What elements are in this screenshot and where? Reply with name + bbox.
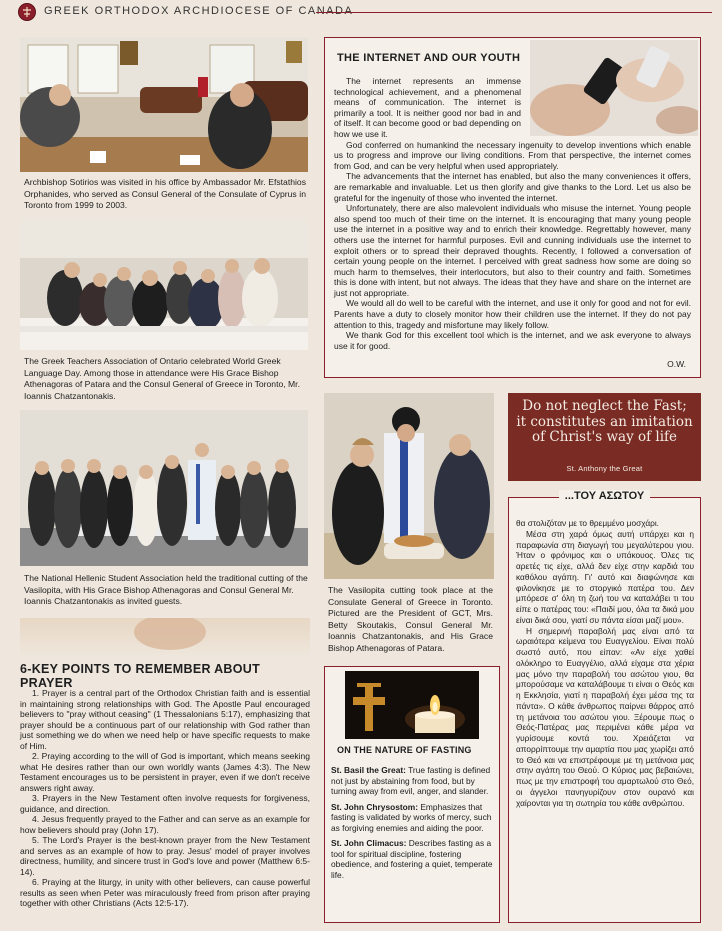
internet-paragraph: Unfortunately, there are also malevolent individuals who misuse the internet. Young people also spend too much of their time on the internet. It is encouraging that many young people use the internet in a positive way and to enrich their knowledge. Regrettably however, many others use the internet for harmful purposes. Evil and cunning individuals use the internet to exploit others or to spread their depraved thoughts. Recently, I followed a conversation of certain young people on the internet. I perceived with great sadness how some are doing so much harm to themselves, their interlocutors, but also to their country and faith. Sometimes this is done with intent, but not always. The ideas that they have and share on the internet are just not appropriate.: [334, 203, 691, 298]
page-header-title: GREEK ORTHODOX ARCHDIOCESE OF CANADA: [44, 5, 354, 17]
asotou-paragraph: θα στολιζόταν με το θρεμμένο μοσχάρι.: [516, 518, 659, 528]
prayer-point: 3. Prayers in the New Testament often involve requests for forgiveness, guidance, and direction.: [20, 793, 310, 814]
caption-office-visit: Archbishop Sotirios was visited in his office by Ambassador Mr. Efstathios Orphanides, who served as Consul General of the Consulate of Cyprus in Toronto from 1999 to 2003.: [24, 177, 306, 210]
fasting-quote: [508, 393, 701, 481]
asotou-paragraph: Μέσα στη χαρά όμως αυτή υπάρχει και η παραφωνία στη διαγωγή του μεγαλύτερου γιου. Ήταν ο φρόνιμος και ο υπάκουος. Όλες τις αρετές τις είχε, αλλά δεν είχε στην καρδιά του καθόλου αγάπη. Γι' αυτό και διαφώνησε και φιλονίκησε με το στοργικό πατέρα του. Δεν μπόρεσε σ' όλη τη ζωή του να καταλάβει τι του είπε ο πατέρας του: «Παιδί μου, όλα τα δικά μου είναι δικά σου, γιατί συ πάντα είσαι μαζί μου».: [516, 528, 694, 625]
photo-office-visit: [20, 37, 308, 172]
internet-paragraph: God conferred on humankind the necessary ingenuity to develop inventions which enable us to progress and improve our living conditions. From that perspective, the internet comes from God, and can be very helpful when used appropriately.: [334, 139, 691, 171]
prayer-point: 1. Prayer is a central part of the Orthodox Christian faith and is essential in maintaining strong relationships with God. The Apostle Paul encouraged believers to "pray without ceasing" (1 Thessalonians 5:17), emphasizing that prayer should be a continuous part of our relationship with God rather than just something we do when we need help or have specific requests to make of Him.: [20, 688, 310, 751]
cross-candle-image: [345, 671, 479, 739]
asotou-title: ...ΤΟΥ ΑΣΩΤΟΥ: [509, 490, 700, 502]
asotou-paragraph: Η σημερινή παραβολή μας είναι από τα ωραιότερα κείμενα του Ευαγγελίου. Είναι πολύ σωστό αυτό, που είπαν: «Αν είχε χαθεί ολόκληρο το Ευαγγέλιο, αλλά είχαμε στα χέρια μας μόνο την παραβολή του ασώτου γιου, θα μπορούσαμε να καταλάβουμε τι είναι ο Θεός και η Εκκλησία, γιατί η παραβολή έχει μέσα της τα πάντα». Ο κάθε άνθρωπος παίρνει θάρρος από τη μετάνοια του ασώτου γιου. Ξέρουμε πως ο Θεός-Πατέρας μας περιμένει κάθε μέρα να γυρίσουμε κοντά του. Χρειάζεται να απορρίπτουμε την αμαρτία που μας χωρίζει από το Θεό και να επιστρέφουμε με τη μετάνοια μας στην αγάπη του Θεού. Ο Κύριος μας βεβαιώνει, πως με την επιστροφή του αμαρτωλού στο Θεό, οι άγγελοι πανηγυρίζουν στον ουρανό και χαίρονται για τη σωτηρία του κάθε ανθρώπου.: [516, 625, 694, 808]
fasting-body: [331, 765, 493, 885]
asotou-article: [508, 490, 701, 923]
prayer-section: [20, 618, 310, 923]
prayer-points: [20, 688, 310, 909]
internet-body: [334, 76, 691, 351]
internet-article: [324, 37, 701, 378]
fasting-box: [324, 666, 500, 923]
asotou-body: [516, 518, 694, 808]
page-header: [0, 0, 722, 24]
fasting-saint-text: True fasting is defined not just by abstaining from food, but by turning away from evil, anger, and slander.: [331, 765, 491, 796]
archdiocese-logo-icon: [18, 3, 36, 21]
prayer-point: 2. Praying according to the will of God is important, which means seeking what He desires rather than our own worldly wants (James 4:3). The New Testament encourages us to be persistent in prayer, even if we don't receive answers right away.: [20, 751, 310, 793]
fasting-item: [331, 802, 493, 834]
fasting-saint-name: St. Basil the Great:: [331, 765, 406, 775]
praying-hands-image: [20, 618, 310, 658]
photo-teachers-association: [20, 218, 308, 350]
fasting-saint-text: Describes fasting as a tool for spiritual discipline, fostering obedience, and fostering a quiet, temperate life.: [331, 838, 493, 880]
internet-title: THE INTERNET AND OUR YOUTH: [337, 52, 521, 64]
prayer-point: 4. Jesus frequently prayed to the Father and can serve as an example for how believers should pray (John 17).: [20, 814, 310, 835]
fasting-item: [331, 765, 493, 797]
caption-teachers-association: The Greek Teachers Association of Ontario celebrated World Greek Language Day. Among those in attendance were His Grace Bishop Athenagoras of Patara and the Consul General of Greece in Toronto, Mr. Ioannis Chatzantonakis.: [24, 356, 300, 401]
internet-paragraph: We would all do well to be careful with the internet, and use it only for good and not for evil. Parents have a duty to closely monitor how their children use the internet. If they do not pay attention to this, tragedy and misfortune may likely follow.: [334, 298, 691, 330]
fasting-saint-name: St. John Climacus:: [331, 838, 407, 848]
fasting-item: [331, 838, 493, 880]
prayer-point: 5. The Lord's Prayer is the best-known prayer from the New Testament and serves as an example of how to pray. Jesus' model of prayer involves directness, humility, and sincere trust in God's love and power (Matthew 6:5-14).: [20, 835, 310, 877]
photo-student-association: [20, 410, 308, 566]
fasting-title: ON THE NATURE OF FASTING: [337, 745, 472, 755]
fasting-saint-name: St. John Chrysostom:: [331, 801, 419, 812]
quote-author: St. Anthony the Great: [566, 464, 643, 473]
caption-vasilopita: The Vasilopita cutting took place at the Consulate General of Greece in Toronto. Pictured are the President of GCT, Mrs. Betty Skoutakis, Consul General Mr. Ioannis Chatzantonakis, and His Grace Bishop Athenagoras of Patara.: [328, 585, 493, 653]
internet-paragraph: We thank God for this excellent tool which is the internet, and we ask everyone to always use it for good.: [334, 330, 691, 351]
prayer-point: 6. Praying at the liturgy, in unity with other believers, can cause powerful results as seen when Peter was miraculously freed from prison after praying together with other Christians (Acts 12:5-17).: [20, 877, 310, 908]
internet-paragraph: The internet represents an immense technological achievement, and a phenomenal means of communication. The internet is primarily a tool. It is neither good nor bad in and of itself. It can become good or bad depending on how we use it.: [334, 76, 521, 139]
caption-student-association: The National Hellenic Student Association held the traditional cutting of the Vasilopita, with His Grace Bishop Athenagoras and Consul General Mr. Ioannis Chatzantonakis as invited guests.: [24, 573, 308, 606]
internet-paragraph: The advancements that the internet has enabled, but also the many conveniences it offers, are remarkable and invaluable. Let us then glorify and give thanks to the Lord. Let us also be grateful for the ingenuity of those who invented the internet.: [334, 171, 691, 203]
fasting-saint-text: Emphasizes that fasting is validated by works of mercy, such as forgiving enemies and aiding the poor.: [331, 801, 492, 833]
photo-vasilopita-cutting: [324, 393, 494, 579]
header-rule: [316, 12, 712, 13]
internet-signature: O.W.: [667, 359, 686, 369]
prayer-title: 6-KEY POINTS TO REMEMBER ABOUT PRAYER: [20, 662, 261, 690]
quote-text: Do not neglect the Fast; it constitutes an imitation of Christ's way of life: [516, 398, 693, 445]
